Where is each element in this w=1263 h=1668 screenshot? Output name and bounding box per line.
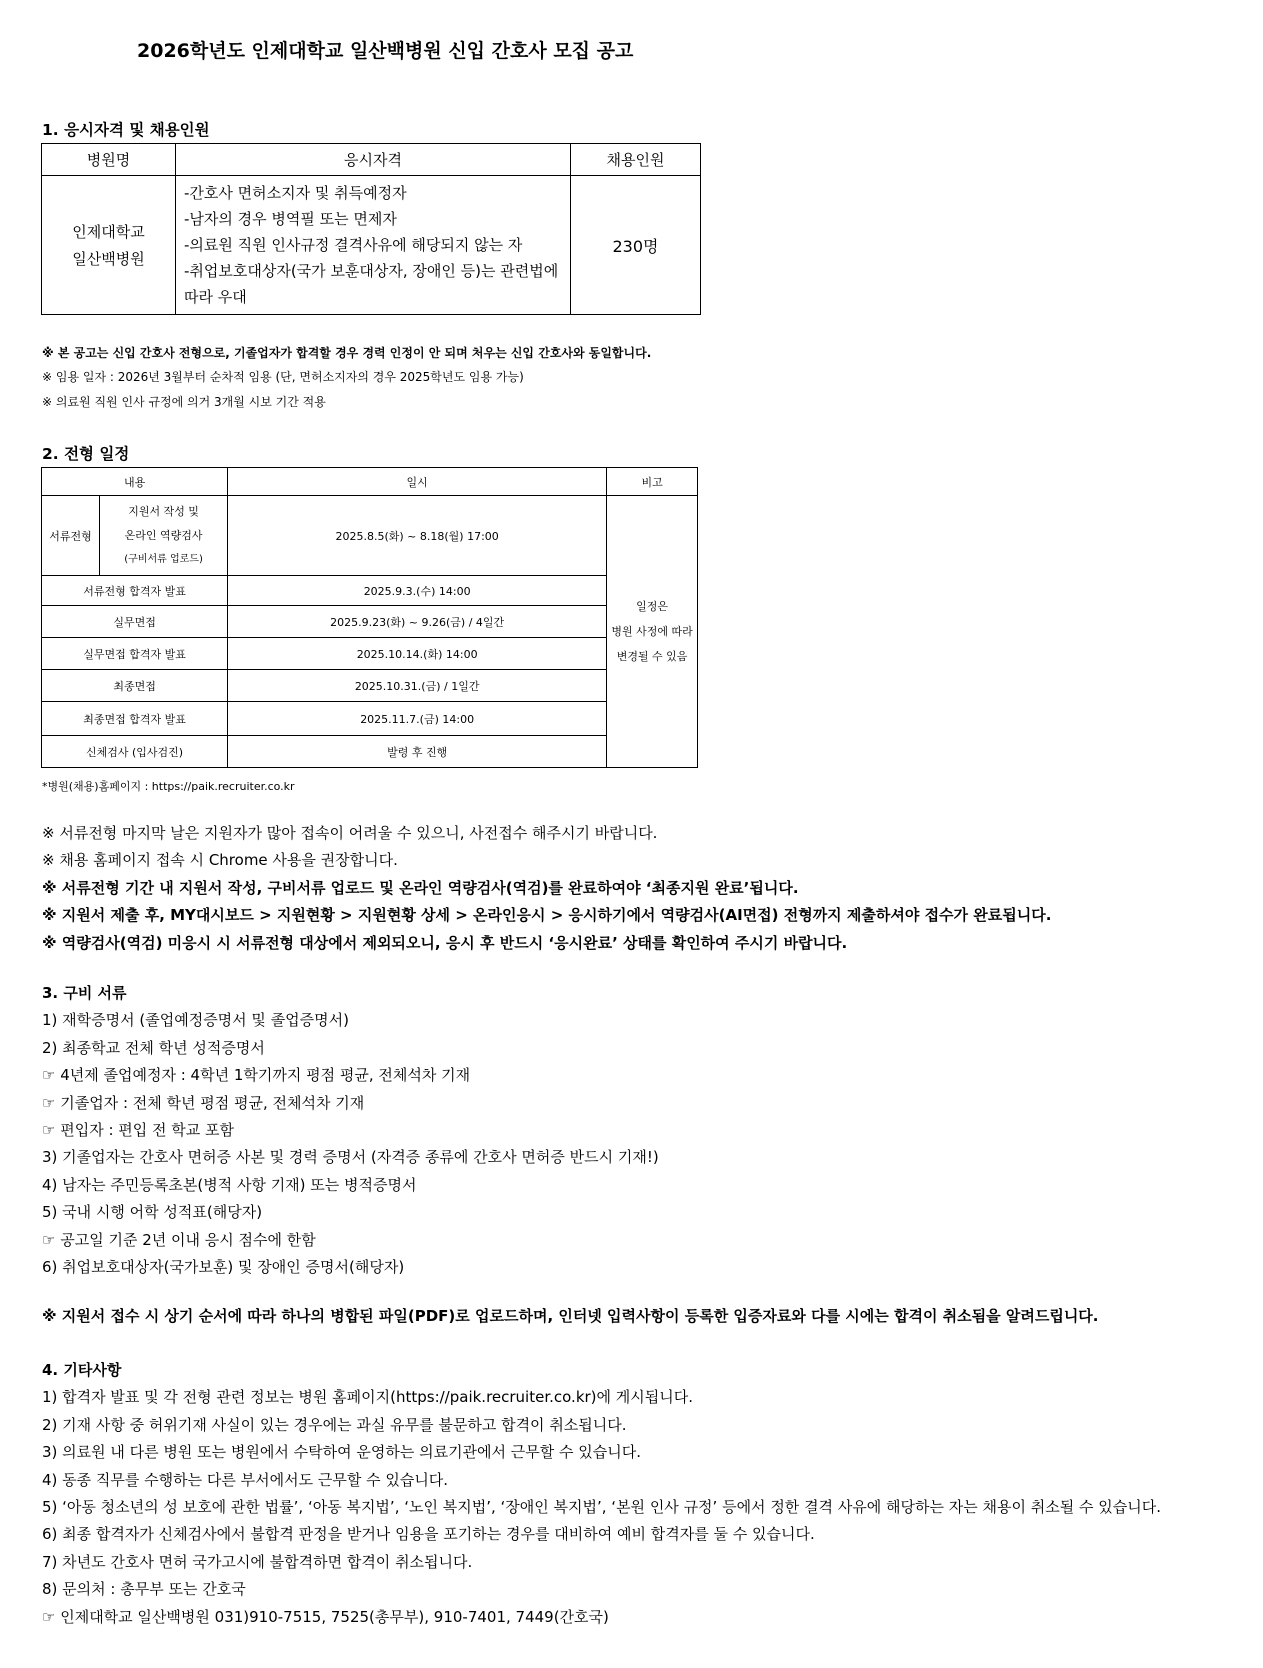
qualification-line: -취업보호대상자(국가 보훈대상자, 장애인 등)는 관련법에 <box>184 262 559 280</box>
hospital-name-line: 인제대학교 <box>72 223 145 241</box>
remark-line: 병원 사정에 따라 <box>611 625 693 638</box>
other-item: 3) 의료원 내 다른 병원 또는 병원에서 수탁하여 운영하는 의료기관에서 근무할 수 있습니다. <box>42 1443 642 1462</box>
stage-document-date: 2025.8.5(화) ~ 8.18(월) 17:00 <box>228 496 607 576</box>
recruit-homepage-note: *병원(채용)홈페이지 : https://paik.recruiter.co.kr <box>42 780 295 793</box>
schedule-row-date: 발령 후 진행 <box>228 736 607 768</box>
header-content: 내용 <box>42 468 228 496</box>
other-item: 2) 기재 사항 중 허위기재 사실이 있는 경우에는 과실 유무를 불문하고 합격이 취소됩니다. <box>42 1415 627 1434</box>
recruit-count-cell: 230명 <box>571 176 701 315</box>
schedule-row-label: 최종면접 합격자 발표 <box>42 702 228 736</box>
qualification-line: -의료원 직원 인사규정 결격사유에 해당되지 않는 자 <box>184 236 523 254</box>
stage-document-sub <box>100 496 228 576</box>
page-title: 2026학년도 인제대학교 일산백병원 신입 간호사 모집 공고 <box>137 40 634 62</box>
remark-line: 변경될 수 있음 <box>616 650 688 663</box>
schedule-row-date: 2025.11.7.(금) 14:00 <box>228 702 607 736</box>
other-item: 5) ‘아동 청소년의 성 보호에 관한 법률’, ‘아동 복지법’, ‘노인 복지법’, ‘장애인 복지법’, ‘본원 인사 규정’ 등에서 정한 결격 사유에 해당하는 자는 채용이 취소될 수 있습니다. <box>42 1498 1161 1517</box>
stage-document-label: 서류전형 <box>42 496 100 576</box>
schedule-note-bold: ※ 지원서 제출 후, MY대시보드 > 지원현황 > 지원현황 상세 > 온라인응시 > 응시하기에서 역량검사(AI면접) 전형까지 제출하셔야 접수가 완료됩니다. <box>42 906 1052 925</box>
document-item: 1) 재학증명서 (졸업예정증명서 및 졸업증명서) <box>42 1011 349 1030</box>
document-item: 4) 남자는 주민등록초본(병적 사항 기재) 또는 병적증명서 <box>42 1175 417 1194</box>
schedule-row-date: 2025.9.23(화) ~ 9.26(금) / 4일간 <box>228 606 607 638</box>
stage-sub-line: (구비서류 업로드) <box>124 553 203 565</box>
documents-section <box>42 980 659 1281</box>
document-item: 2) 최종학교 전체 학년 성적증명서 <box>42 1038 265 1057</box>
other-item: 1) 합격자 발표 및 각 전형 관련 정보는 병원 홈페이지(https://paik.recruiter.co.kr)에 게시됩니다. <box>42 1388 693 1407</box>
schedule-notes <box>42 820 1051 957</box>
section4-heading: 4. 기타사항 <box>42 1361 122 1379</box>
schedule-row-date: 2025.10.31.(금) / 1일간 <box>228 670 607 702</box>
other-item: 8) 문의처 : 총무부 또는 간호국 <box>42 1580 246 1599</box>
other-item: 4) 동종 직무를 수행하는 다른 부서에서도 근무할 수 있습니다. <box>42 1470 449 1489</box>
qualification-line: 따라 우대 <box>184 288 247 306</box>
remark-line: 일정은 <box>636 600 669 613</box>
schedule-note: ※ 서류전형 마지막 날은 지원자가 많아 접속이 어려울 수 있으니, 사전접수 해주시기 바랍니다. <box>42 824 658 842</box>
document-item: ☞ 기졸업자 : 전체 학년 평점 평균, 전체석차 기재 <box>42 1093 365 1112</box>
schedule-row-date: 2025.10.14.(화) 14:00 <box>228 638 607 670</box>
schedule-row-label: 실무면접 합격자 발표 <box>42 638 228 670</box>
schedule-row-label: 서류전형 합격자 발표 <box>42 576 228 606</box>
header-date: 일시 <box>228 468 607 496</box>
schedule-table <box>41 467 698 768</box>
document-item: 6) 취업보호대상자(국가보훈) 및 장애인 증명서(해당자) <box>42 1258 405 1277</box>
schedule-note-bold: ※ 서류전형 기간 내 지원서 작성, 구비서류 업로드 및 온라인 역량검사(역검)를 완료하여야 ‘최종지원 완료’됩니다. <box>42 878 799 897</box>
section3-heading: 3. 구비 서류 <box>42 984 127 1002</box>
notice-note: ※ 본 공고는 신입 간호사 전형으로, 기졸업자가 합격할 경우 경력 인정이 안 되며 처우는 신입 간호사와 동일합니다. <box>42 346 652 360</box>
schedule-remark <box>607 496 698 768</box>
stage-sub-line: 온라인 역량검사 <box>124 528 203 542</box>
schedule-note-bold: ※ 역량검사(역검) 미응시 시 서류전형 대상에서 제외되오니, 응시 후 반드시 ‘응시완료’ 상태를 확인하여 주시기 바랍니다. <box>42 933 848 952</box>
document-item: ☞ 4년제 졸업예정자 : 4학년 1학기까지 평점 평균, 전체석차 기재 <box>42 1066 471 1085</box>
other-section <box>42 1357 1161 1631</box>
section2-heading: 2. 전형 일정 <box>42 445 130 463</box>
contact-info: ☞ 인제대학교 일산백병원 031)910-7515, 7525(총무부), 910-7401, 7449(간호국) <box>42 1607 609 1626</box>
hospital-name-cell <box>42 176 176 315</box>
header-remark: 비고 <box>607 468 698 496</box>
qualification-table <box>41 143 701 315</box>
header-qualification: 응시자격 <box>176 144 571 176</box>
schedule-row-label: 실무면접 <box>42 606 228 638</box>
document-item: ☞ 편입자 : 편입 전 학교 포함 <box>42 1121 235 1140</box>
header-hospital: 병원명 <box>42 144 176 176</box>
section1-heading: 1. 응시자격 및 채용인원 <box>42 121 210 139</box>
schedule-note: ※ 채용 홈페이지 접속 시 Chrome 사용을 권장합니다. <box>42 851 398 870</box>
qualification-line: -간호사 면허소지자 및 취득예정자 <box>184 184 407 202</box>
qualification-cell <box>176 176 571 315</box>
schedule-row-label: 최종면접 <box>42 670 228 702</box>
notice-note: ※ 의료원 직원 인사 규정에 의거 3개월 시보 기간 적용 <box>42 395 326 409</box>
schedule-row-label: 신체검사 (입사검진) <box>42 736 228 768</box>
hospital-name-line: 일산백병원 <box>72 250 145 268</box>
other-item: 7) 차년도 간호사 면허 국가고시에 불합격하면 합격이 취소됩니다. <box>42 1552 473 1571</box>
other-item: 6) 최종 합격자가 신체검사에서 불합격 판정을 받거나 임용을 포기하는 경우를 대비하여 예비 합격자를 둘 수 있습니다. <box>42 1525 815 1544</box>
document-item: 3) 기졸업자는 간호사 면허증 사본 및 경력 증명서 (자격증 종류에 간호사 면허증 반드시 기재!) <box>42 1148 659 1167</box>
document-item: ☞ 공고일 기준 2년 이내 응시 점수에 한함 <box>42 1230 316 1249</box>
schedule-row-date: 2025.9.3.(수) 14:00 <box>228 576 607 606</box>
notice-note: ※ 임용 일자 : 2026년 3월부터 순차적 임용 (단, 면허소지자의 경우 2025학년도 임용 가능) <box>42 370 524 384</box>
qualification-line: -남자의 경우 병역필 또는 면제자 <box>184 210 397 228</box>
documents-upload-note: ※ 지원서 접수 시 상기 순서에 따라 하나의 병합된 파일(PDF)로 업로드하며, 인터넷 입력사항이 등록한 입증자료와 다를 시에는 합격이 취소됨을 알려드립니다. <box>42 1307 1099 1325</box>
document-item: 5) 국내 시행 어학 성적표(해당자) <box>42 1203 263 1222</box>
header-count: 채용인원 <box>571 144 701 176</box>
stage-sub-line: 지원서 작성 및 <box>128 504 199 518</box>
